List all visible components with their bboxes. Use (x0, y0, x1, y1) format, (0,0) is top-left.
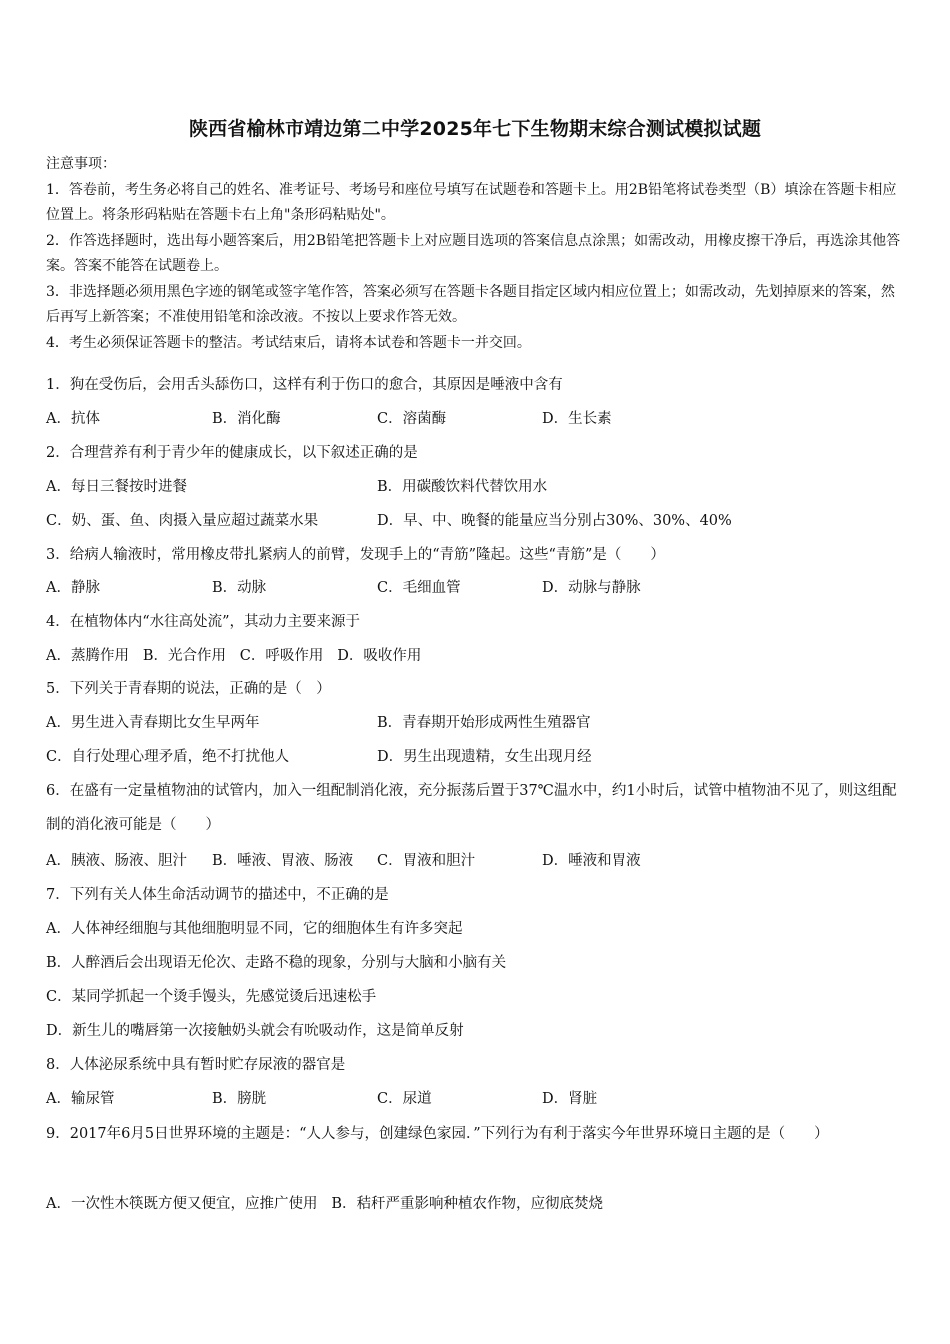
option: B．膀胱 (212, 1091, 267, 1107)
question-stem: 2．合理营养有利于青少年的健康成长，以下叙述正确的是 (46, 445, 418, 461)
question-options (46, 713, 906, 733)
option: B．人醉酒后会出现语无伦次、走路不稳的现象，分别与大脑和小脑有关 (46, 955, 507, 971)
option: C．胃液和胆汁 (377, 853, 476, 869)
question-stem: 5．下列关于青春期的说法，正确的是（ ） (46, 681, 331, 697)
option: A．男生进入青春期比女生早两年 (46, 715, 260, 731)
question-options (46, 409, 906, 429)
question-stem: 6．在盛有一定量植物油的试管内，加入一组配制消化液，充分振荡后置于37℃温水中，约1小时后，试管中植物油不见了，则这组配制的消化液可能是（ ） (46, 783, 897, 833)
notice-item: 2．作答选择题时，选出每小题答案后，用2B铅笔把答题卡上对应题目选项的答案信息点涂黑；如需改动，用橡皮擦干净后，再选涂其他答案。答案不能答在试题卷上。 (46, 232, 901, 274)
notice-item: 3．非选择题必须用黑色字迹的钢笔或签字笔作答，答案必须写在答题卡各题目指定区域内相应位置上；如需改动，先划掉原来的答案，然后再写上新答案；不准使用铅笔和涂改液。不按以上要求作答无效。 (46, 283, 895, 325)
option: C．呼吸作用 (239, 648, 324, 664)
question-options (46, 747, 906, 767)
option: A．蒸腾作用 (46, 648, 129, 664)
option: A．抗体 (46, 411, 100, 427)
option: B．动脉 (212, 580, 267, 596)
option: D．吸收作用 (337, 648, 422, 664)
option: D．动脉与静脉 (542, 580, 641, 596)
option: B．光合作用 (142, 648, 226, 664)
option: C．溶菌酶 (377, 411, 447, 427)
option: A．输尿管 (46, 1091, 115, 1107)
question-stem: 7．下列有关人体生命活动调节的描述中，不正确的是 (46, 887, 389, 903)
option: D．早、中、晚餐的能量应当分别占30%、30%、40% (377, 513, 732, 529)
option: C．尿道 (377, 1091, 432, 1107)
option: A．一次性木筷既方便又便宜，应推广使用 (46, 1196, 318, 1212)
option: D．男生出现遗精，女生出现月经 (377, 749, 592, 765)
option: C．奶、蛋、鱼、肉摄入量应超过蔬菜水果 (46, 513, 319, 529)
option: C．毛细血管 (377, 580, 461, 596)
option: A．静脉 (46, 580, 100, 596)
question-stem: 1．狗在受伤后，会用舌头舔伤口，这样有利于伤口的愈合，其原因是唾液中含有 (46, 377, 563, 393)
option: A．每日三餐按时进餐 (46, 479, 187, 495)
option: B．消化酶 (212, 411, 281, 427)
question-options (46, 477, 906, 497)
option: B．唾液、胃液、肠液 (212, 853, 354, 869)
option: A．胰液、肠液、胆汁 (46, 853, 187, 869)
option: D．新生儿的嘴唇第一次接触奶头就会有吮吸动作，这是简单反射 (46, 1023, 464, 1039)
option: D．唾液和胃液 (542, 853, 641, 869)
option: C．自行处理心理矛盾，绝不打扰他人 (46, 749, 290, 765)
question-options (46, 851, 906, 871)
notice-item: 4．考生必须保证答题卡的整洁。考试结束后，请将本试卷和答题卡一并交回。 (46, 334, 531, 351)
option: D．生长素 (542, 411, 612, 427)
question-stem: 8．人体泌尿系统中具有暂时贮存尿液的器官是 (46, 1057, 346, 1073)
notice-item: 1．答卷前，考生务必将自己的姓名、准考证号、考场号和座位号填写在试题卷和答题卡上。用2B铅笔将试卷类型（B）填涂在答题卡相应位置上。将条形码粘贴在答题卡右上角"条形码粘贴处"。 (46, 181, 897, 223)
question-stem: 9．2017年6月5日世界环境的主题是：“人人参与，创建绿色家园．”下列行为有利于落实今年世界环境日主题的是（ ） (46, 1126, 829, 1142)
option: B．青春期开始形成两性生殖器官 (377, 715, 591, 731)
option: C．某同学抓起一个烫手馒头，先感觉烫后迅速松手 (46, 989, 377, 1005)
question-stem: 4．在植物体内“水往高处流”，其动力主要来源于 (46, 614, 361, 630)
notice-section (46, 152, 908, 356)
notice-heading: 注意事项： (46, 156, 116, 172)
question-stem: 3．给病人输液时，常用橡皮带扎紧病人的前臂，发现手上的“青筋”隆起。这些“青筋”是（ ） (46, 547, 665, 563)
page-title: 陕西省榆林市靖边第二中学2025年七下生物期末综合测试模拟试题 (188, 118, 762, 140)
option: A．人体神经细胞与其他细胞明显不同，它的细胞体生有许多突起 (46, 921, 463, 937)
question-options (46, 1194, 906, 1214)
option: B．用碳酸饮料代替饮用水 (377, 479, 548, 495)
question-options (46, 646, 906, 666)
option: B．秸秆严重影响种植农作物，应彻底焚烧 (331, 1196, 603, 1212)
question-options (46, 1089, 906, 1109)
question-options (46, 578, 906, 598)
option: D．肾脏 (542, 1091, 598, 1107)
question-options (46, 511, 906, 531)
